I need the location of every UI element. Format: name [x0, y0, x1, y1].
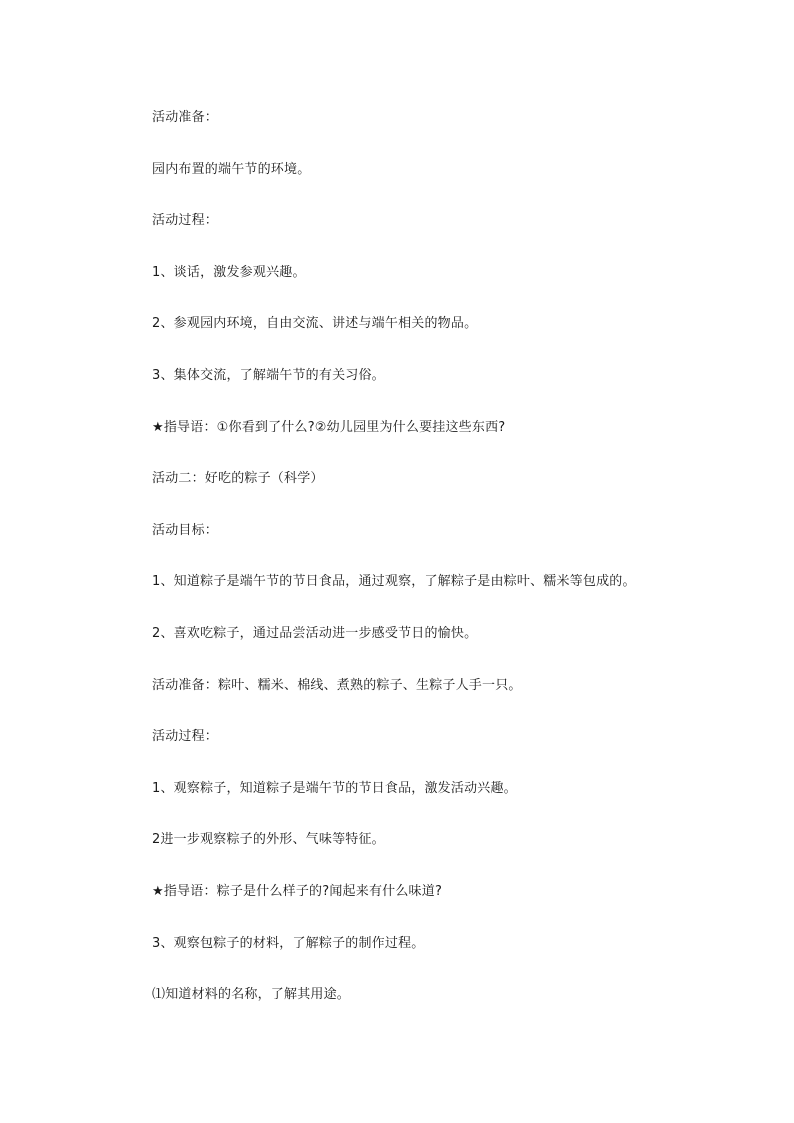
section-heading-goals: 活动目标： — [152, 522, 219, 538]
list-item: 2进一步观察粽子的外形、气味等特征。 — [152, 832, 385, 848]
list-item: 1、观察粽子，知道粽子是端午节的节日食品，激发活动兴趣。 — [152, 780, 517, 796]
guidance-note: ★指导语：①你看到了什么?②幼儿园里为什么要挂这些东西? — [152, 419, 506, 435]
list-item: 1、谈话，激发参观兴趣。 — [152, 264, 306, 280]
section-heading-process: 活动过程： — [152, 213, 219, 229]
activity-title: 活动二：好吃的粽子（科学） — [152, 471, 324, 487]
list-item: 2、参观园内环境，自由交流、讲述与端午相关的物品。 — [152, 316, 478, 332]
list-item: 2、喜欢吃粽子，通过品尝活动进一步感受节日的愉快。 — [152, 625, 478, 641]
list-item: 3、观察包粽子的材料，了解粽子的制作过程。 — [152, 935, 425, 951]
document-body — [152, 108, 752, 1037]
paragraph: 园内布置的端午节的环境。 — [152, 161, 311, 177]
list-item: 1、知道粽子是端午节的节日食品，通过观察，了解粽子是由粽叶、糯米等包成的。 — [152, 574, 636, 590]
list-item: 3、集体交流，了解端午节的有关习俗。 — [152, 367, 385, 383]
sub-list-item: ⑴知道材料的名称，了解其用途。 — [152, 987, 351, 1003]
section-heading-preparation: 活动准备：粽叶、糯米、棉线、煮熟的粽子、生粽子人手一只。 — [152, 677, 522, 693]
section-heading-preparation: 活动准备： — [152, 110, 219, 125]
section-heading-process: 活动过程： — [152, 729, 219, 745]
guidance-note: ★指导语：粽子是什么样子的?闻起来有什么味道? — [152, 883, 443, 899]
